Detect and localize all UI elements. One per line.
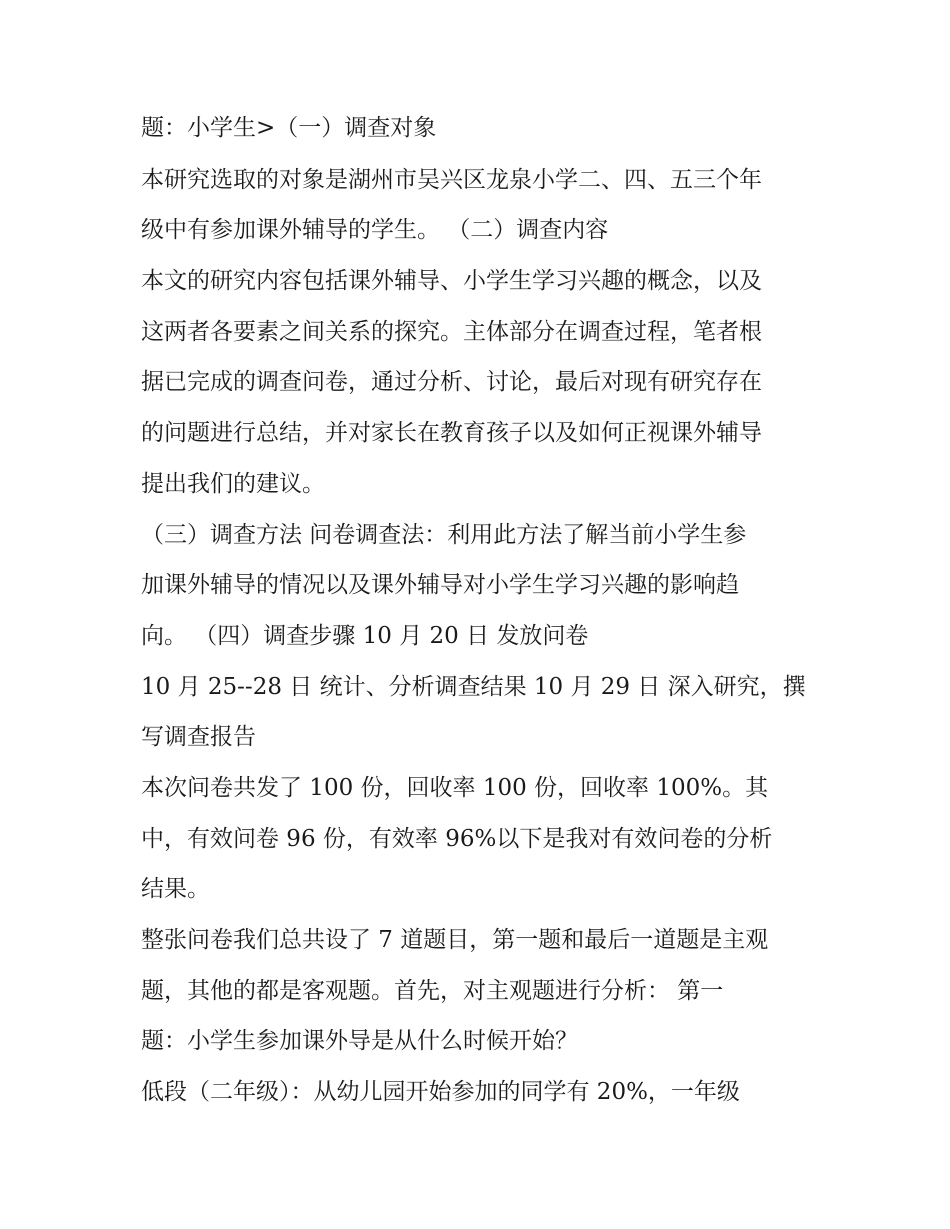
text-line: 向。 （四）调查步骤 10 月 20 日 发放问卷 [141,623,589,649]
text-line: 题，其他的都是客观题。首先，对主观题进行分析： 第一 [141,978,724,1004]
text-line: 本文的研究内容包括课外辅导、小学生学习兴趣的概念，以及 [141,268,762,294]
text-line: 本研究选取的对象是湖州市吴兴区龙泉小学二、四、五三个年 [141,167,762,193]
text-line: 加课外辅导的情况以及课外辅导对小学生学习兴趣的影响趋 [141,572,739,598]
text-line: 10 月 25--28 日 统计、分析调查结果 10 月 29 日 深入研究，撰 [141,674,806,700]
text-line: 这两者各要素之间关系的探究。主体部分在调查过程，笔者根 [141,319,762,345]
text-line: 低段（二年级）：从幼儿园开始参加的同学有 20%，一年级 [141,1079,740,1105]
text-line: 本次问卷共发了 100 份，回收率 100 份，回收率 100%。其 [141,775,769,801]
text-line: 题：小学生>（一）调查对象 [141,115,437,141]
text-line: 的问题进行总结，并对家长在教育孩子以及如何正视课外辅导 [141,420,762,446]
text-line: （三）调查方法 问卷调查法：利用此方法了解当前小学生参 [141,522,747,548]
text-line: 中，有效问卷 96 份，有效率 96%以下是我对有效问卷的分析 [141,826,773,852]
text-line: 题：小学生参加课外导是从什么时候开始？ [141,1028,578,1054]
text-line: 据已完成的调查问卷，通过分析、讨论，最后对现有研究存在 [141,369,762,395]
text-line: 提出我们的建议。 [141,471,325,497]
text-line: 整张问卷我们总共设了 7 道题目，第一题和最后一道题是主观 [141,927,769,953]
text-line: 结果。 [141,876,210,902]
text-line: 级中有参加课外辅导的学生。 （二）调查内容 [141,217,609,243]
text-line: 写调查报告 [141,724,256,750]
